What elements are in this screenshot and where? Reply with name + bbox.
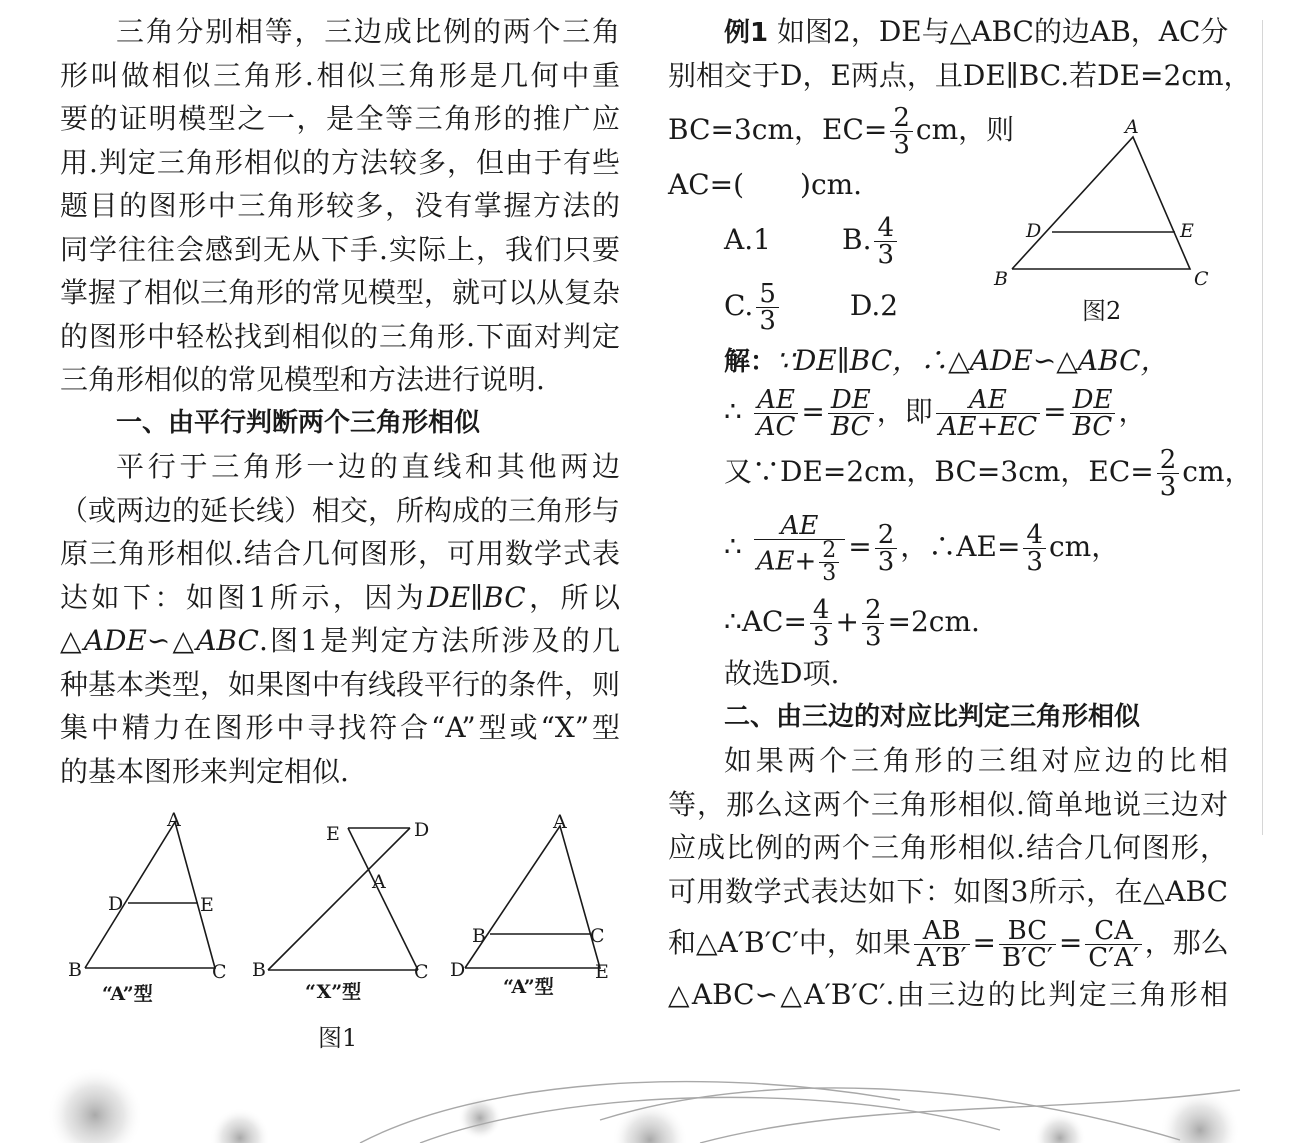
para-line: 平行于三角形一边的直线和其他两边 [116,450,620,483]
numerator: DE [828,387,874,414]
denominator: 3 [1159,472,1177,502]
para-text: ，那么 [1144,926,1229,959]
option-b: B. [842,222,872,256]
decorative-blob [612,1102,688,1143]
para-line: 可用数学式表达如下：如图3所示，在△ABC [668,874,1228,908]
denominator: 3 [1026,547,1043,577]
numerator: 4 [1023,522,1046,549]
fig1-label: E [326,823,340,845]
fraction-four-thirds [810,597,833,650]
solution-text: ∵DE∥BC，∴△ADE∽△ABC， [776,343,1169,377]
section-heading-1: 一、由平行判断两个三角形相似 [116,407,481,438]
denominator: BC [831,412,871,442]
numerator: AE [754,513,846,540]
example-text: cm，则 [915,113,1015,146]
solution-line: 故选D项. [724,657,840,690]
solution-text: ，即 [876,395,933,428]
intro-line: 形叫做相似三角形.相似三角形是几何中重 [60,58,620,92]
fig1-label: B [68,959,82,981]
denominator: 3 [759,305,776,336]
numerator: AE [936,387,1040,414]
fraction-five-thirds [756,278,779,336]
fig2-label: E [1180,220,1194,242]
denominator: 3 [893,130,910,160]
fraction-de-bc [828,387,874,440]
triangle-a-type-1 [85,822,215,968]
fraction-de-bc [1070,387,1116,440]
denominator: A′B′ [916,943,967,973]
numerator: 5 [756,281,779,308]
fig1-label: A [167,810,181,831]
solution-line [668,502,1228,592]
fraction-ae-over-ae-plus-two-thirds [754,510,846,586]
decorative-footer [0,1060,1300,1143]
equals-sign: = [848,530,872,563]
decorative-blob [210,1108,270,1143]
para-text: 达如下：如图1所示，因为 [60,580,428,614]
solution-text: cm， [1182,455,1253,488]
fraction-four-thirds [874,212,897,270]
example-line: 别相交于D，E两点，且DE∥BC.若DE=2cm， [668,58,1252,92]
para-line: 的基本图形来判定相似. [60,754,349,788]
intro-line: 掌握了相似三角形的常见模型，就可以从复杂 [60,276,621,309]
left-column [60,10,620,793]
para-line [60,619,620,663]
figure-1 [60,810,630,1060]
numerator: AB [914,918,970,945]
fraction-ab-ratio [914,918,970,971]
plus-sign: + [835,605,859,638]
option-a: A.1 [724,222,771,256]
denominator: 3 [877,239,895,270]
fraction-ca-ratio [1085,918,1141,971]
numerator: 2 [1157,447,1180,474]
para-line: 如果两个三角形的三组对应边的比相 [724,744,1228,777]
figure-2 [990,115,1220,335]
solution-label: 解： [724,346,777,377]
decorative-blob [458,1096,502,1140]
option-d: D.2 [849,288,899,322]
fraction-two-thirds [819,537,839,586]
segment-ec [348,828,418,970]
denominator: 3 [877,547,895,577]
equals-sign: = [801,395,825,428]
numerator: CA [1085,918,1141,945]
numerator: 2 [890,105,913,132]
example-label: 例1 [724,18,769,48]
decorative-blob [47,1067,143,1143]
fig1-label: C [212,961,227,983]
para-text: ，所以 [525,580,620,614]
fraction-two-thirds [875,522,898,575]
para-text: .图1是判定方法所涉及的几 [258,624,620,657]
fraction-four-thirds [1023,522,1046,575]
intro-line: 的图形中轻松找到相似的三角形.下面对判定 [60,319,620,353]
para-line: （或两边的延长线）相交，所构成的三角形与 [60,493,621,527]
fig1-type-label: “A”型 [503,976,554,998]
figure-2-caption: 图2 [1082,297,1122,325]
fraction-ae-over-ae-plus-ec [936,387,1040,440]
numerator: DE [1070,387,1116,414]
fraction-two-thirds [862,597,885,650]
parallel-expr: DE∥BC [427,580,526,614]
fraction-two-thirds [1157,447,1180,500]
example-text: 如图2，DE与△ABC的边AB，AC分 [777,15,1229,48]
numerator: 2 [862,597,885,624]
denominator: C′A′ [1088,943,1139,973]
solution-text: 又∵DE=2cm，BC=3cm，EC= [724,455,1154,488]
fig1-label: E [200,894,214,916]
intro-line: 三角分别相等，三边成比例的两个三角 [116,15,620,48]
numerator: BC [999,918,1056,945]
equals-sign: = [1058,926,1083,959]
para-line: △ABC∽△A′B′C′.由三边的比判定三角形相 [668,978,1228,1011]
fig1-label: E [595,961,609,983]
para-line: 集中精力在图形中寻找符合“A”型或“X”型 [60,711,620,744]
fig1-label: D [450,959,466,981]
similar-expr: △ADE∽△ABC [60,624,259,657]
column-edge-rule [1262,20,1263,835]
fig1-label: C [590,925,605,947]
denominator: BC [1072,412,1113,442]
fig1-label: B [252,959,266,981]
numerator: 4 [810,597,833,624]
therefore-symbol: ∴ [724,530,742,563]
intro-line: 要的证明模型之一，是全等三角形的推广应 [60,102,620,135]
numerator: 4 [874,215,897,242]
solution-text: cm， [1048,530,1120,563]
numerator: AE [754,387,799,414]
decorative-curve [420,1097,1000,1143]
solution-line [668,382,1228,442]
fig2-label: C [1194,268,1209,290]
para-line [60,576,620,620]
section-heading-2: 二、由三边的对应比判定三角形相似 [724,701,1141,732]
para-line [668,913,1228,973]
solution-line [668,592,1228,652]
para-line: 原三角形相似.结合几何图形，可用数学式表 [60,537,620,570]
example-line: AC=( )cm. [668,168,863,201]
decorative-blob [1034,1112,1086,1143]
fig1-label: D [414,819,430,841]
solution-text: ∴AC= [724,605,807,638]
therefore-symbol: ∴ [724,395,742,428]
fig1-label: A [372,871,386,893]
fig1-label: D [108,893,124,915]
solution-text: =2cm. [887,605,980,638]
fig1-type-label: “A”型 [102,983,153,1005]
example-text: BC=3cm，EC= [668,113,888,146]
triangle-abc [1012,137,1190,269]
numerator: 2 [875,522,898,549]
fraction-bc-ratio [999,918,1056,971]
fraction-ae-ac [754,387,799,440]
segment-db [268,828,410,970]
denominator: B′C′ [1002,943,1053,973]
solution-line [668,442,1253,502]
denominator: AE+EC [938,412,1038,442]
denominator: 3 [812,622,830,652]
fig1-label: B [472,925,486,947]
denominator: 3 [864,622,882,652]
denominator [754,537,846,586]
equals-sign: = [972,926,996,959]
para-text: 和△A′B′C′中，如果 [668,926,911,959]
numerator: 2 [819,540,839,563]
solution-text: ， [1118,395,1147,428]
para-line: 应成比例的两个三角形相似.结合几何图形， [668,831,1228,864]
figure-2-diagram [990,115,1220,335]
option-c: C. [724,288,754,322]
fig1-label: C [414,961,429,983]
denominator-text: AE+ [756,546,817,576]
intro-line: 同学往往会感到无从下手.实际上，我们只要 [60,232,620,266]
fig1-label: A [553,811,567,833]
fig2-label: D [1026,220,1042,242]
fraction-two-thirds [890,105,913,158]
para-line: 种基本类型，如果图中有线段平行的条件，则 [60,667,621,701]
intro-line: 用.判定三角形相似的方法较多，但由于有些 [60,145,620,179]
fig1-type-label: “X”型 [305,981,362,1003]
intro-line: 题目的图形中三角形较多，没有掌握方法的 [60,189,620,222]
fig2-label: B [994,268,1008,290]
solution-line [668,339,1228,383]
solution-text: ，∴AE= [900,530,1021,563]
intro-line: 三角形相似的常见模型和方法进行说明. [60,363,545,396]
example-line [668,10,1228,54]
figure-1-diagrams [60,810,630,1060]
denominator: AC [756,412,796,442]
denominator: 3 [822,560,837,586]
figure-1-caption: 图1 [318,1024,358,1052]
para-line: 等，那么这两个三角形相似.简单地说三边对 [668,787,1228,821]
equals-sign: = [1043,395,1067,428]
fig2-label: A [1125,116,1139,138]
